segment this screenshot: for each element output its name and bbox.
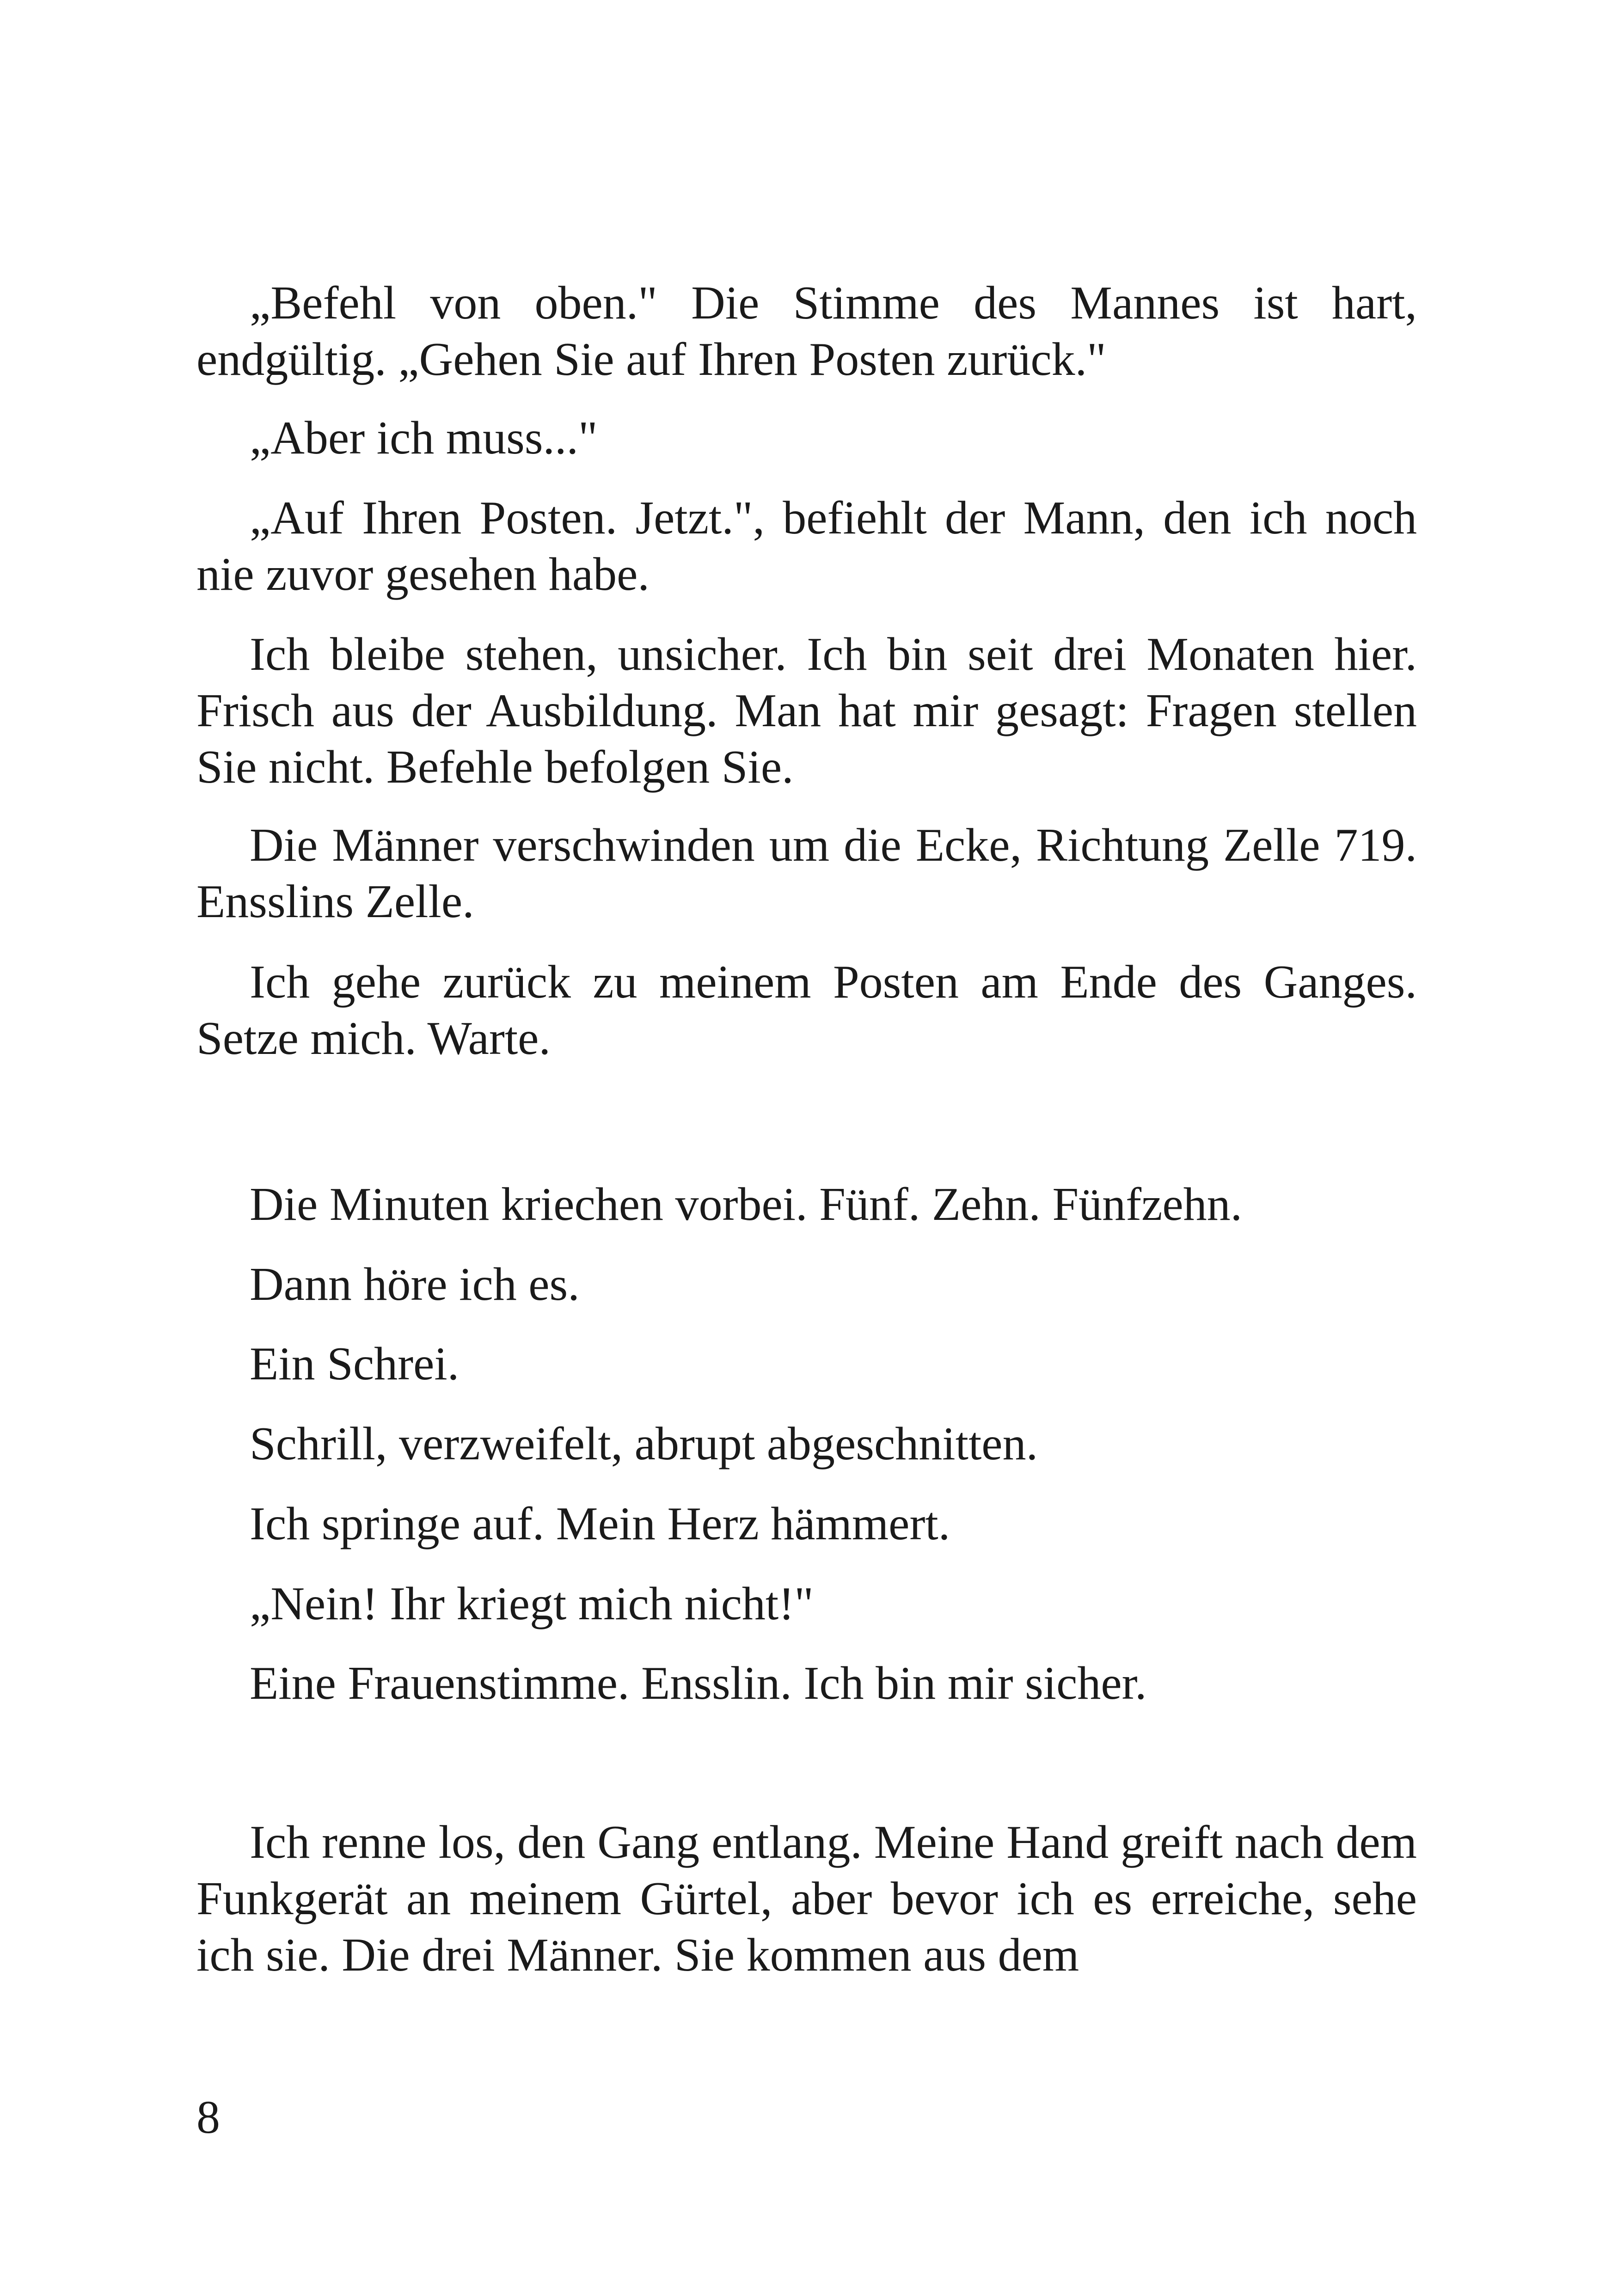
paragraph: Ich bleibe stehen, unsicher. Ich bin seit drei Monaten hier. Frisch aus der Ausbildung. Man hat mir gesagt: Fragen stellen Sie nicht. Befehle befolgen Sie.	[196, 628, 1417, 793]
paragraph: Schrill, verzweifelt, abrupt abgeschnitten.	[250, 1418, 1038, 1470]
paragraph: Die Minuten kriechen vorbei. Fünf. Zehn. Fünfzehn.	[250, 1178, 1243, 1231]
paragraph: „Aber ich muss..."	[250, 412, 598, 464]
paragraph: „Nein! Ihr kriegt mich nicht!"	[250, 1578, 814, 1630]
paragraph: Ein Schrei.	[250, 1338, 460, 1390]
paragraph: Ich gehe zurück zu meinem Posten am Ende des Ganges. Setze mich. Warte.	[196, 956, 1417, 1065]
paragraph: Eine Frauenstimme. Ensslin. Ich bin mir sicher.	[250, 1657, 1147, 1709]
paragraph: Die Männer verschwinden um die Ecke, Richtung Zelle 719. Ensslins Zelle.	[196, 819, 1417, 928]
paragraph: Ich springe auf. Mein Herz hämmert.	[250, 1498, 950, 1550]
paragraph: „Auf Ihren Posten. Jetzt.", befiehlt der Mann, den ich noch nie zuvor gesehen habe.	[196, 492, 1417, 600]
page-number: 8	[196, 2091, 220, 2143]
paragraph: Ich renne los, den Gang entlang. Meine Hand greift nach dem Funkgerät an meinem Gürtel, aber bevor ich es erreiche, sehe ich sie. Die drei Männer. Sie kommen aus dem	[196, 1816, 1417, 1981]
paragraph: „Befehl von oben." Die Stimme des Mannes ist hart, endgültig. „Gehen Sie auf Ihren Posten zurück."	[196, 277, 1417, 386]
paragraph: Dann höre ich es.	[250, 1258, 580, 1310]
